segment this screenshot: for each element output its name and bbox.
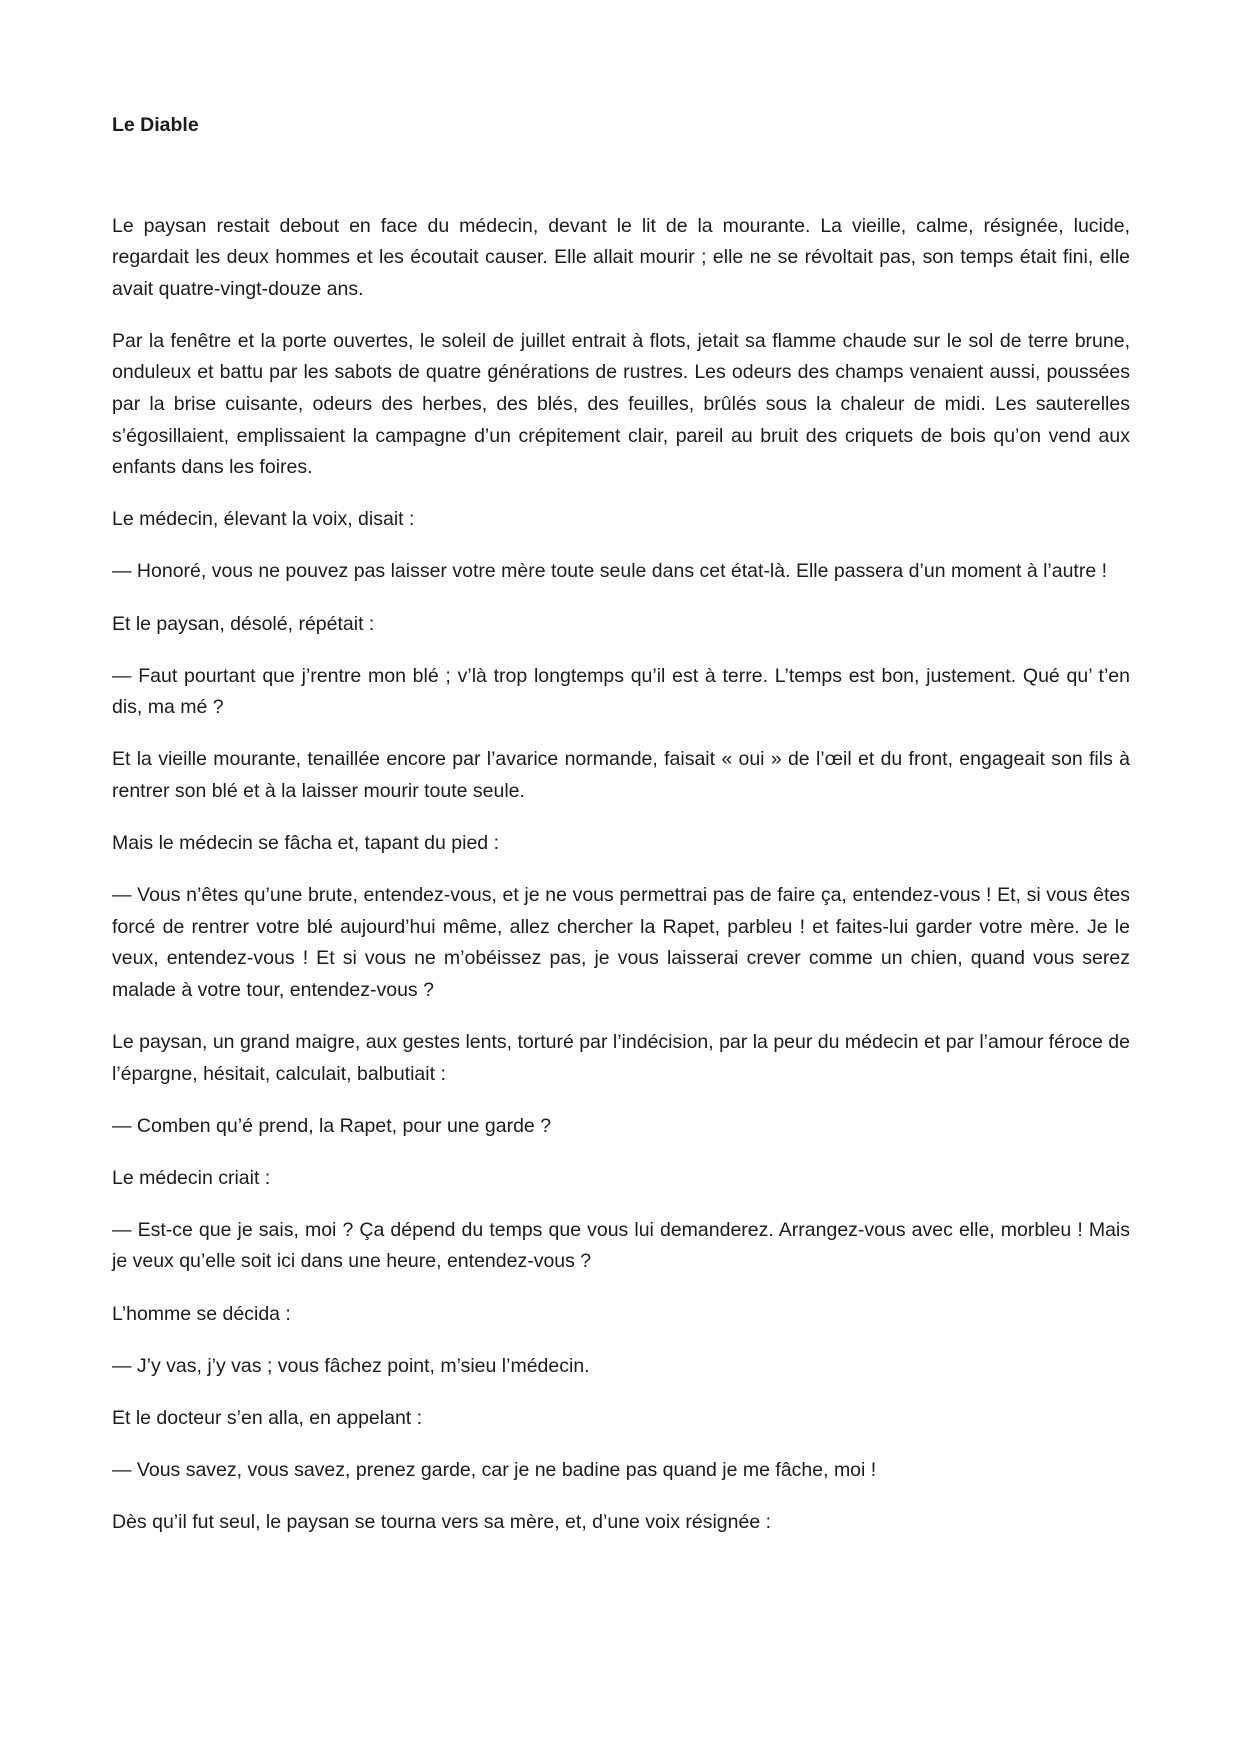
paragraph: Le médecin, élevant la voix, disait : — [112, 508, 415, 531]
paragraph: Le paysan restait debout en face du médecin, devant le lit de la mourante. La vieille, calme, résignée, lucide, regardait les deux hommes et les écoutait causer. Elle allait mourir ; elle ne se révoltait pas, son temps était fini, elle avait quatre-vingt-douze ans. — [112, 214, 1130, 300]
paragraph: Par la fenêtre et la porte ouvertes, le soleil de juillet entrait à flots, jetait sa flamme chaude sur le sol de terre brune, onduleux et battu par les sabots de quatre générations de rustres. Les odeurs des champs venaient aussi, poussées par la brise cuisante, odeurs des herbes, des blés, des feuilles, brûlés sous la chaleur de midi. Les sauterelles s’égosillaient, emplissaient la campagne d’un crépitement clair, pareil au bruit des criquets de bois qu’on vend aux enfants dans les foires. — [112, 329, 1130, 479]
paragraph: Dès qu’il fut seul, le paysan se tourna vers sa mère, et, d’une voix résignée : — [112, 1510, 772, 1533]
paragraph: — Est-ce que je sais, moi ? Ça dépend du temps que vous lui demanderez. Arrangez-vous avec elle, morbleu ! Mais je veux qu’elle soit ici dans une heure, entendez-vous ? — [112, 1218, 1130, 1273]
document-body — [112, 110, 1130, 1559]
paragraph: Mais le médecin se fâcha et, tapant du pied : — [112, 832, 499, 854]
paragraph: L’homme se décida : — [112, 1302, 291, 1325]
document-title: Le Diable — [112, 114, 199, 136]
paragraph: Et le paysan, désolé, répétait : — [112, 612, 375, 635]
paragraph: — Vous savez, vous savez, prenez garde, car je ne badine pas quand je me fâche, moi ! — [112, 1458, 877, 1481]
paragraph: — Comben qu’é prend, la Rapet, pour une garde ? — [112, 1114, 552, 1137]
paragraph: — Faut pourtant que j’rentre mon blé ; v’là trop longtemps qu’il est à terre. L’temps est bon, justement. Qué qu’ t’en dis, ma mé ? — [112, 664, 1130, 719]
paragraph: Et le docteur s’en alla, en appelant : — [112, 1406, 423, 1429]
paragraph: — Vous n’êtes qu’une brute, entendez-vous, et je ne vous permettrai pas de faire ça, entendez-vous ! Et, si vous êtes forcé de rentrer votre blé aujourd’hui même, allez chercher la Rapet, parbleu ! et faites-lui garder votre mère. Je le veux, entendez-vous ! Et si vous ne m’obéissez pas, je vous laisserai crever comme un chien, quand vous serez malade à votre tour, entendez-vous ? — [112, 884, 1130, 1001]
paragraph: Le paysan, un grand maigre, aux gestes lents, torturé par l’indécision, par la peur du médecin et par l’amour féroce de l’épargne, hésitait, calculait, balbutiait : — [112, 1030, 1130, 1085]
paragraph: — Honoré, vous ne pouvez pas laisser votre mère toute seule dans cet état-là. Elle passera d’un moment à l’autre ! — [112, 560, 1108, 583]
paragraph: Le médecin criait : — [112, 1166, 271, 1189]
paragraph: Et la vieille mourante, tenaillée encore par l’avarice normande, faisait « oui » de l’œil et du front, engageait son fils à rentrer son blé et à la laisser mourir toute seule. — [112, 748, 1130, 802]
paragraph: — J’y vas, j’y vas ; vous fâchez point, m’sieu l’médecin. — [112, 1354, 590, 1377]
